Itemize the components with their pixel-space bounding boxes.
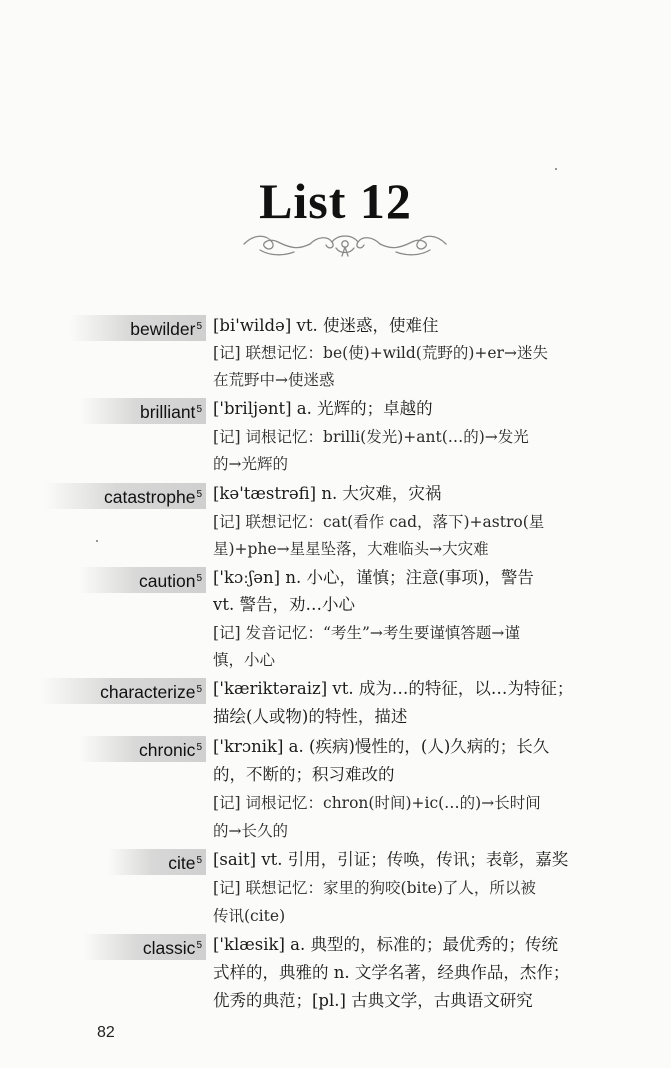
headword: [79, 736, 206, 762]
star-rating: 5: [196, 573, 202, 584]
definition-line: 式样的，典雅的 n. 文学名著，经典作品，杰作；: [213, 963, 570, 982]
definition-line: ['kɔːʃən] n. 小心，谨慎；注意(事项)，警告: [213, 568, 534, 587]
headword: [79, 567, 206, 593]
headword-text: classic: [142, 938, 196, 958]
headword: [40, 678, 206, 704]
memory-tip-line: 的→光辉的: [213, 455, 288, 473]
star-rating: 5: [196, 321, 202, 332]
memory-tip-line: [记] 联想记忆：be(使)+wild(荒野的)+er→迷失: [213, 344, 548, 362]
headword: [108, 849, 206, 875]
page-number: 82: [97, 1024, 115, 1041]
memory-tip-line: 星)+phe→星星坠落，大难临头→大灾难: [213, 540, 489, 558]
memory-tip-line: [记] 发音记忆：“考生”→考生要谨慎答题→谨: [213, 624, 520, 642]
definition-line: [bi'wildə] vt. 使迷惑，使难住: [213, 316, 439, 335]
scan-speck: [555, 168, 557, 170]
definition-line: [kə'tæstrəfi] n. 大灾难，灾祸: [213, 484, 442, 503]
scan-speck: [96, 540, 98, 542]
definition-line: [sait] vt. 引用，引证；传唤，传讯；表彰，嘉奖: [213, 850, 569, 869]
star-rating: 5: [196, 742, 202, 753]
headword-text: chronic: [139, 740, 196, 760]
definition-line: ['briljənt] a. 光辉的；卓越的: [213, 399, 433, 418]
headword: [80, 398, 206, 424]
memory-tip-line: 传讯(cite): [213, 907, 286, 925]
star-rating: 5: [196, 855, 202, 866]
headword-text: characterize: [100, 682, 196, 702]
definition-line: 优秀的典范；[pl.] 古典文学，古典语文研究: [213, 991, 533, 1010]
memory-tip-line: 在荒野中→使迷惑: [213, 371, 335, 389]
headword: [44, 483, 206, 509]
memory-tip-line: [记] 联想记忆：家里的狗咬(bite)了人，所以被: [213, 879, 536, 897]
memory-tip-line: [记] 联想记忆：cat(看作 cad，落下)+astro(星: [213, 513, 545, 531]
headword-text: brilliant: [139, 402, 196, 422]
memory-tip-line: 慎，小心: [213, 651, 276, 669]
definition-line: 描绘(人或物)的特性，描述: [213, 707, 408, 726]
star-rating: 5: [196, 684, 202, 695]
definition-line: ['klæsik] a. 典型的，标准的；最优秀的；传统: [213, 935, 559, 954]
memory-tip-line: 的→长久的: [213, 822, 288, 840]
headword-text: catastrophe: [103, 487, 196, 507]
star-rating: 5: [196, 489, 202, 500]
headword-text: caution: [139, 571, 196, 591]
headword-text: bewilder: [130, 319, 196, 339]
page-title: List 12: [259, 173, 412, 229]
definition-line: ['kæriktəraiz] vt. 成为…的特征，以…为特征；: [213, 679, 574, 698]
definition-line: vt. 警告，劝…小心: [213, 595, 355, 614]
memory-tip-line: [记] 词根记忆：brilli(发光)+ant(…的)→发光: [213, 428, 529, 446]
star-rating: 5: [196, 940, 202, 951]
headword-text: cite: [168, 853, 196, 873]
headword: [83, 934, 206, 960]
headword: [70, 315, 206, 341]
definition-line: ['krɔnik] a. (疾病)慢性的，(人)久病的；长久: [213, 737, 550, 756]
star-rating: 5: [196, 404, 202, 415]
memory-tip-line: [记] 词根记忆：chron(时间)+ic(…的)→长时间: [213, 794, 541, 812]
definition-line: 的，不断的；积习难改的: [213, 765, 395, 784]
